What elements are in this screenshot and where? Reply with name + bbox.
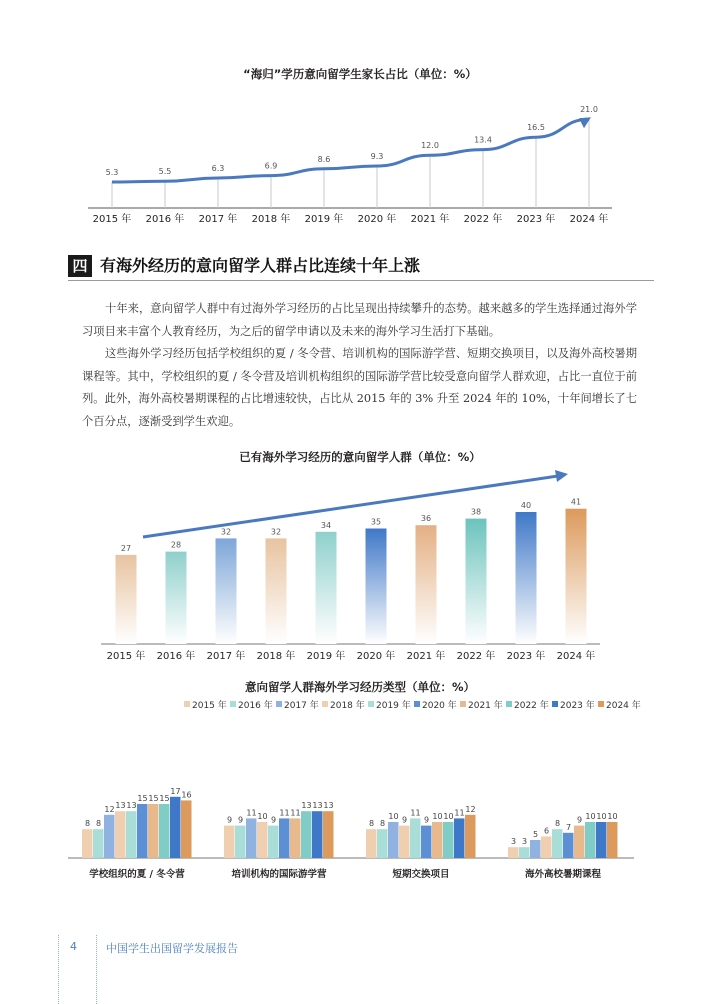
legend-swatch [552,701,558,707]
section-divider [68,280,654,281]
data-label: 10 [257,812,268,821]
x-tick-label: 2018 年 [256,651,296,662]
bar [181,800,192,858]
data-label: 17 [170,786,181,796]
legend-swatch [184,701,190,707]
data-label: 5.5 [158,167,172,177]
bar [566,509,587,644]
data-label: 11 [454,808,465,818]
data-label: 32 [220,527,232,537]
footer-divider-left [58,935,59,1004]
bar [290,818,301,858]
data-label: 8 [84,819,91,829]
bar [377,829,388,858]
bar [508,847,519,858]
data-label: 13 [126,801,137,811]
bar [268,826,279,858]
bar [279,818,290,858]
x-tick-label: 2017 年 [206,651,246,662]
bar [585,822,596,858]
x-tick-label: 2023 年 [506,651,546,662]
data-label: 9 [423,815,430,825]
legend-label: 2020 年 [422,701,457,711]
data-label: 10 [585,812,596,821]
x-tick-label: 2024 年 [556,651,596,662]
bar [316,532,337,644]
data-label: 9 [576,815,583,825]
legend-swatch [460,701,466,707]
bar [104,815,115,858]
data-label: 6.9 [264,161,278,171]
bar [323,811,334,858]
data-label: 3 [521,837,528,847]
legend-label: 2022 年 [514,701,549,711]
legend-label: 2017 年 [284,701,319,711]
data-label: 13 [115,801,126,811]
line-chart-title: “海归”学历意向留学生家长占比（单位：%） [243,67,477,81]
data-label: 10 [388,812,399,821]
bar [224,826,235,858]
data-label: 5.3 [105,168,119,177]
bar [432,822,443,858]
page-number: 4 [70,940,77,953]
x-tick-label: 2020 年 [357,214,397,225]
body-text [82,298,637,434]
data-label: 9.3 [370,152,384,161]
legend-label: 2019 年 [376,701,411,711]
x-tick-label: 2018 年 [251,214,291,225]
bar [266,538,287,644]
data-label: 10 [596,812,607,821]
x-tick-label: 2021 年 [410,214,450,225]
data-label: 10 [432,812,443,821]
bar [516,512,537,644]
x-tick-label: 2020 年 [356,651,396,662]
data-label: 13 [301,801,312,811]
data-label: 6.3 [211,164,225,173]
bar [166,552,187,644]
data-label: 6 [543,826,550,836]
bar [399,826,410,858]
bar [421,826,432,858]
legend-swatch [506,701,512,707]
x-tick-label: 2022 年 [456,651,496,662]
data-label: 38 [470,507,482,517]
line-chart [0,80,720,240]
legend-swatch [230,701,236,707]
data-label: 28 [170,540,182,550]
data-label: 11 [290,808,301,818]
data-label: 36 [420,514,432,524]
legend-swatch [322,701,328,707]
bar [170,797,181,858]
x-tick-label: 2019 年 [306,651,346,662]
x-tick-label: 2023 年 [516,214,556,225]
bar [159,804,170,858]
legend-swatch [276,701,282,707]
data-label: 16.5 [527,123,545,133]
bar-chart-title: 已有海外学习经历的意向留学人群（单位：%） [239,450,481,464]
bar [541,836,552,858]
report-name: 中国学生出国留学发展报告 [106,942,238,955]
bar [607,822,618,858]
bar [388,822,399,858]
data-label: 8 [368,819,375,829]
paragraph-2: 这些海外学习经历包括学校组织的夏 / 冬令营、培训机构的国际游学营、短期交换项目，以及海外高校暑期课程等。其中，学校组织的夏 / 冬令营及培训机构组织的国际游学营比较受意向留学人群欢迎，占比一直位于前列。此外，海外高校暑期课程的占比增速较快，占比从 2015 年的 3% 升至 2024 年的 10%，十年间增长了七个百分点，逐渐受到学生欢迎。 [82,347,637,428]
data-label: 11 [246,808,257,818]
bar [466,519,487,644]
trend-arrow-head [555,470,568,482]
grouped-bar-chart-title: 意向留学人群海外学习经历类型（单位：%） [244,680,476,694]
bar [416,525,437,644]
data-label: 9 [401,815,408,825]
data-label: 15 [148,794,159,803]
bar [552,829,563,858]
trend-arrow-line [143,476,558,537]
data-label: 32 [270,527,282,537]
data-label: 10 [443,812,454,821]
x-tick-label: 2016 年 [156,651,196,662]
legend-label: 2016 年 [238,701,273,711]
data-label: 27 [120,543,132,553]
data-label: 8 [95,819,102,829]
data-label: 5 [532,830,539,839]
data-label: 7 [565,822,572,832]
bar [246,818,257,858]
bar [574,826,585,858]
section-number: 四 [68,255,92,277]
data-label: 8 [554,819,561,829]
category-label: 学校组织的夏 / 冬令营 [89,869,185,880]
data-label: 11 [410,808,421,818]
bar [235,826,246,858]
legend-label: 2023 年 [560,701,595,711]
bar [596,822,607,858]
legend-swatch [414,701,420,707]
x-tick-label: 2022 年 [463,214,503,225]
category-label: 短期交换项目 [392,869,450,880]
data-label: 3 [510,837,517,847]
grouped-bar-chart [0,696,720,886]
bar [115,811,126,858]
data-label: 8 [379,819,386,829]
footer-divider-right [96,935,97,1004]
bar [563,833,574,858]
data-label: 41 [570,497,582,507]
legend-label: 2015 年 [192,701,227,711]
data-label: 11 [279,808,290,818]
data-label: 10 [607,812,618,821]
category-label: 海外高校暑期课程 [524,869,602,880]
data-label: 35 [370,517,382,527]
paragraph-1: 十年来，意向留学人群中有过海外学习经历的占比呈现出持续攀升的态势。越来越多的学生选择通过海外学习项目来丰富个人教育经历，为之后的留学申请以及未来的海外学习生活打下基础。 [82,302,637,338]
bar [366,529,387,645]
data-label: 40 [520,501,532,510]
x-tick-label: 2021 年 [406,651,446,662]
bar [93,829,104,858]
x-tick-label: 2019 年 [304,214,344,225]
legend-swatch [598,701,604,707]
data-label: 34 [320,520,332,530]
category-label: 培训机构的国际游学营 [231,869,327,880]
bar [443,822,454,858]
bar [410,818,421,858]
bar [137,804,148,858]
section-heading [68,253,654,281]
bar [301,811,312,858]
data-label: 12 [465,804,476,814]
x-tick-label: 2017 年 [198,214,238,225]
data-label: 12.0 [421,141,439,151]
data-label: 21.0 [580,105,598,115]
series-line [112,119,589,182]
data-label: 9 [237,815,244,825]
legend-label: 2024 年 [606,701,641,711]
data-label: 15 [137,794,148,803]
bar [216,538,237,644]
data-label: 9 [270,815,277,825]
bar [454,818,465,858]
bar [257,822,268,858]
legend-label: 2018 年 [330,701,365,711]
data-label: 16 [181,790,192,800]
data-label: 12 [104,804,115,814]
bar [519,847,530,858]
data-label: 15 [159,794,170,803]
bar [82,829,93,858]
data-label: 8.6 [317,154,331,164]
data-label: 13 [323,801,334,811]
data-label: 13 [312,801,323,811]
legend-label: 2021 年 [468,701,503,711]
section-title: 有海外经历的意向留学人群占比连续十年上涨 [100,256,421,275]
bar [366,829,377,858]
x-tick-label: 2024 年 [569,214,609,225]
legend-swatch [368,701,374,707]
bar [126,811,137,858]
bar [148,804,159,858]
bar [530,840,541,858]
bar [465,815,476,858]
data-label: 9 [226,815,233,825]
x-tick-label: 2015 年 [106,651,146,662]
bar [312,811,323,858]
x-tick-label: 2015 年 [92,214,132,225]
bar-chart [0,466,720,666]
bar [116,555,137,644]
data-label: 13.4 [474,135,492,145]
x-tick-label: 2016 年 [145,214,185,225]
